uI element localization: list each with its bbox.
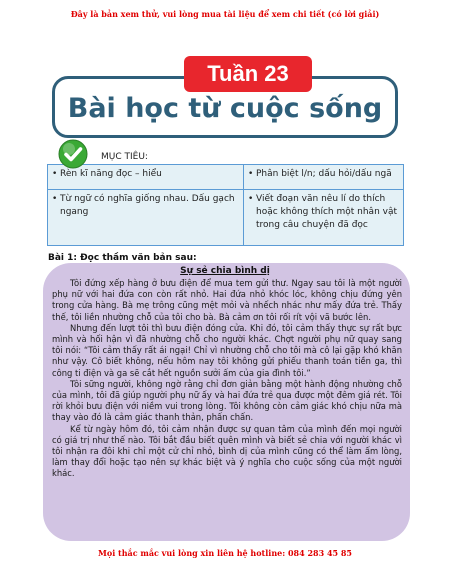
hotline-notice: Mọi thắc mắc vui lòng xin liên hệ hotline: 084 283 45 85	[98, 548, 352, 558]
check-icon	[58, 139, 88, 169]
objective-text: Rèn kĩ năng đọc – hiểu	[60, 169, 162, 179]
objective-text: Phân biệt l/n; dấu hỏi/dấu ngã	[256, 169, 392, 179]
objectives-table	[47, 164, 404, 246]
table-row	[48, 165, 404, 190]
objective-cell	[244, 189, 404, 245]
objective-cell	[244, 165, 404, 190]
story-title: Sự sẻ chia bình dị	[180, 266, 270, 276]
preview-notice: Đây là bản xem thử, vui lòng mua tài liệu để xem chi tiết (có lời giải)	[70, 9, 380, 19]
objective-text: Viết đoạn văn nêu lí do thích hoặc không thích một nhân vật trong câu chuyện đã đọc	[256, 193, 398, 230]
story-paragraph: Nhưng đến lượt tôi thì bưu điện đóng cửa. Khi đó, tôi cảm thấy thực sự rất bực mình và hối hận vì đã nhường chỗ cho người khác. Chợt người phụ nữ quay sang tôi nói: “Tôi cảm thấy rất ái ngại! Chỉ vì nhường chỗ cho tôi mà cô lại gặp khó khăn như vậy. Cô biết không, nếu hôm nay tôi không gửi phiếu thanh toán tiền ga, thì công ti điện và ga sẽ cắt hết nguồn sưởi ấm của gia đình tôi.”	[52, 322, 402, 378]
exercise-heading: Bài 1: Đọc thầm văn bản sau:	[48, 253, 197, 263]
bullet: •	[248, 193, 254, 204]
objective-cell	[48, 189, 244, 245]
table-row	[48, 189, 404, 245]
bullet: •	[248, 169, 254, 179]
lesson-title: Bài học từ cuộc sống	[67, 93, 383, 124]
story-paragraph: Tôi sững người, không ngờ rằng chỉ đơn giản bằng một hành động nhường chỗ của mình, tôi đã giúp người phụ nữ ấy và hai đứa trẻ qua được một đêm giá rét. Tôi rời khỏi bưu điện với niềm vui trong lòng. Tôi không còn cảm giác khó chịu nữa mà thay vào đó là cảm giác thanh thản, phấn chấn.	[52, 378, 402, 423]
objective-text: Từ ngữ có nghĩa giống nhau. Dấu gạch ngang	[60, 193, 235, 217]
story-paragraph: Tôi đứng xếp hàng ở bưu điện để mua tem gửi thư. Ngay sau tôi là một người phụ nữ với hai đứa con còn rất nhỏ. Hai đứa nhỏ khóc lóc, không chịu đứng yên trong cửa hàng. Bà mẹ trông cũng mệt mỏi và nhếch nhác như mấy đứa trẻ. Thấy thế, tôi liền nhường chỗ của tôi cho bà. Bà cảm ơn tôi rối rít vội vã bước lên.	[52, 278, 402, 322]
bullet: •	[52, 193, 58, 204]
week-badge: Tuần 23	[184, 56, 312, 92]
story-body	[52, 278, 402, 480]
bullet: •	[52, 169, 58, 179]
objectives-label: MỤC TIÊU:	[101, 152, 148, 162]
story-paragraph: Kể từ ngày hôm đó, tôi cảm nhận được sự quan tâm của mình đến mọi người có giá trị như thế nào. Tôi bắt đầu biết quên mình và biết sẻ chia với người khác vì tôi nhận ra đôi khi chỉ một cử chỉ nhỏ, bình dị của mình cũng có thể làm ấm lòng, làm thay đổi hoặc tạo nên sự khác biệt và ý nghĩa cho cuộc sống của một người khác.	[52, 423, 402, 479]
